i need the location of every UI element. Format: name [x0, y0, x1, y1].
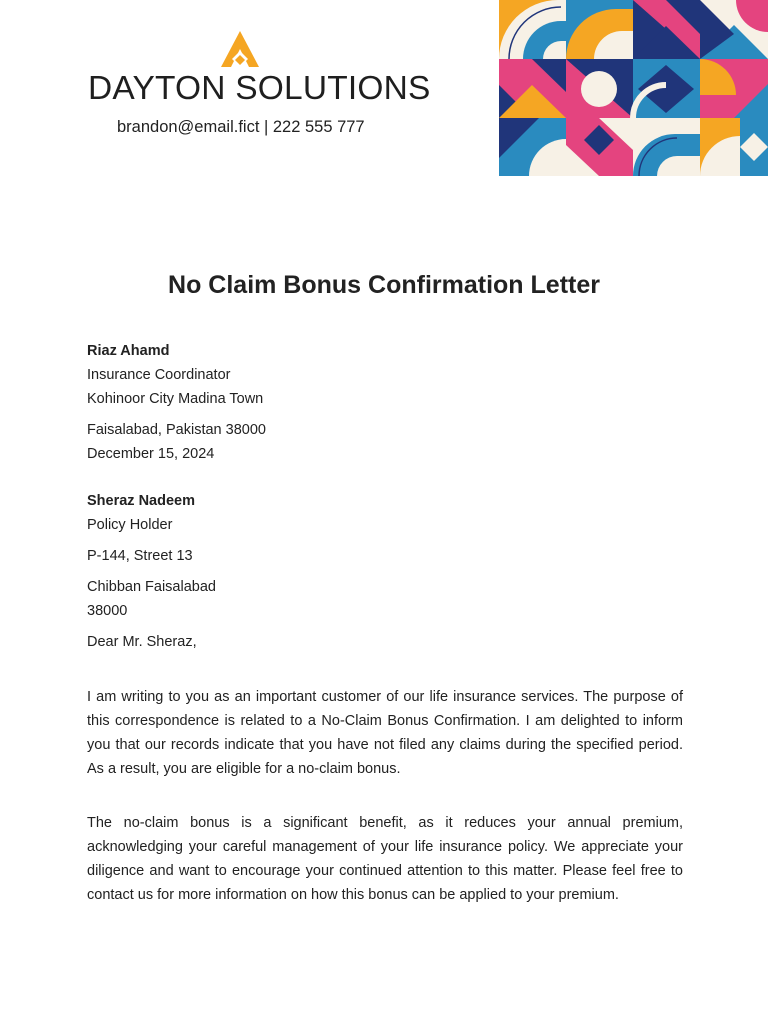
recipient-address-line1: P-144, Street 13	[87, 548, 193, 564]
decorative-pattern-image	[499, 0, 768, 176]
letter-title: No Claim Bonus Confirmation Letter	[168, 271, 600, 299]
company-contact: brandon@email.fict | 222 555 777	[117, 118, 365, 136]
letter-date: December 15, 2024	[87, 446, 215, 462]
salutation: Dear Mr. Sheraz,	[87, 634, 197, 650]
recipient-address-line2: Chibban Faisalabad	[87, 579, 216, 595]
sender-block	[87, 339, 263, 411]
sender-address-line1: Kohinoor City Madina Town	[87, 391, 264, 407]
recipient-address-block	[87, 575, 216, 623]
recipient-name: Sheraz Nadeem	[87, 493, 195, 509]
company-name: DAYTON SOLUTIONS	[88, 70, 431, 107]
sender-block-cont	[87, 418, 266, 466]
recipient-role: Policy Holder	[87, 517, 173, 533]
recipient-postal-code: 38000	[87, 603, 128, 619]
company-logo-icon	[218, 29, 262, 69]
sender-role: Insurance Coordinator	[87, 367, 231, 383]
body-paragraph-1: I am writing to you as an important customer of our life insurance services. The purpose of this correspondence is related to a No-Claim Bonus Confirmation. I am delighted to inform you that our records indicate that you have not filed any claims during the specified period. As a result, you are eligible for a no-claim bonus.	[87, 689, 683, 777]
body-paragraph-2: The no-claim bonus is a significant benefit, as it reduces your annual premium, acknowledging your careful management of your life insurance policy. We appreciate your diligence and want to encourage your continued attention to this matter. Please feel free to contact us for more information on how this bonus can be applied to your premium.	[87, 815, 683, 903]
sender-name: Riaz Ahamd	[87, 343, 170, 359]
recipient-block	[87, 489, 195, 537]
sender-address-line2: Faisalabad, Pakistan 38000	[87, 422, 266, 438]
